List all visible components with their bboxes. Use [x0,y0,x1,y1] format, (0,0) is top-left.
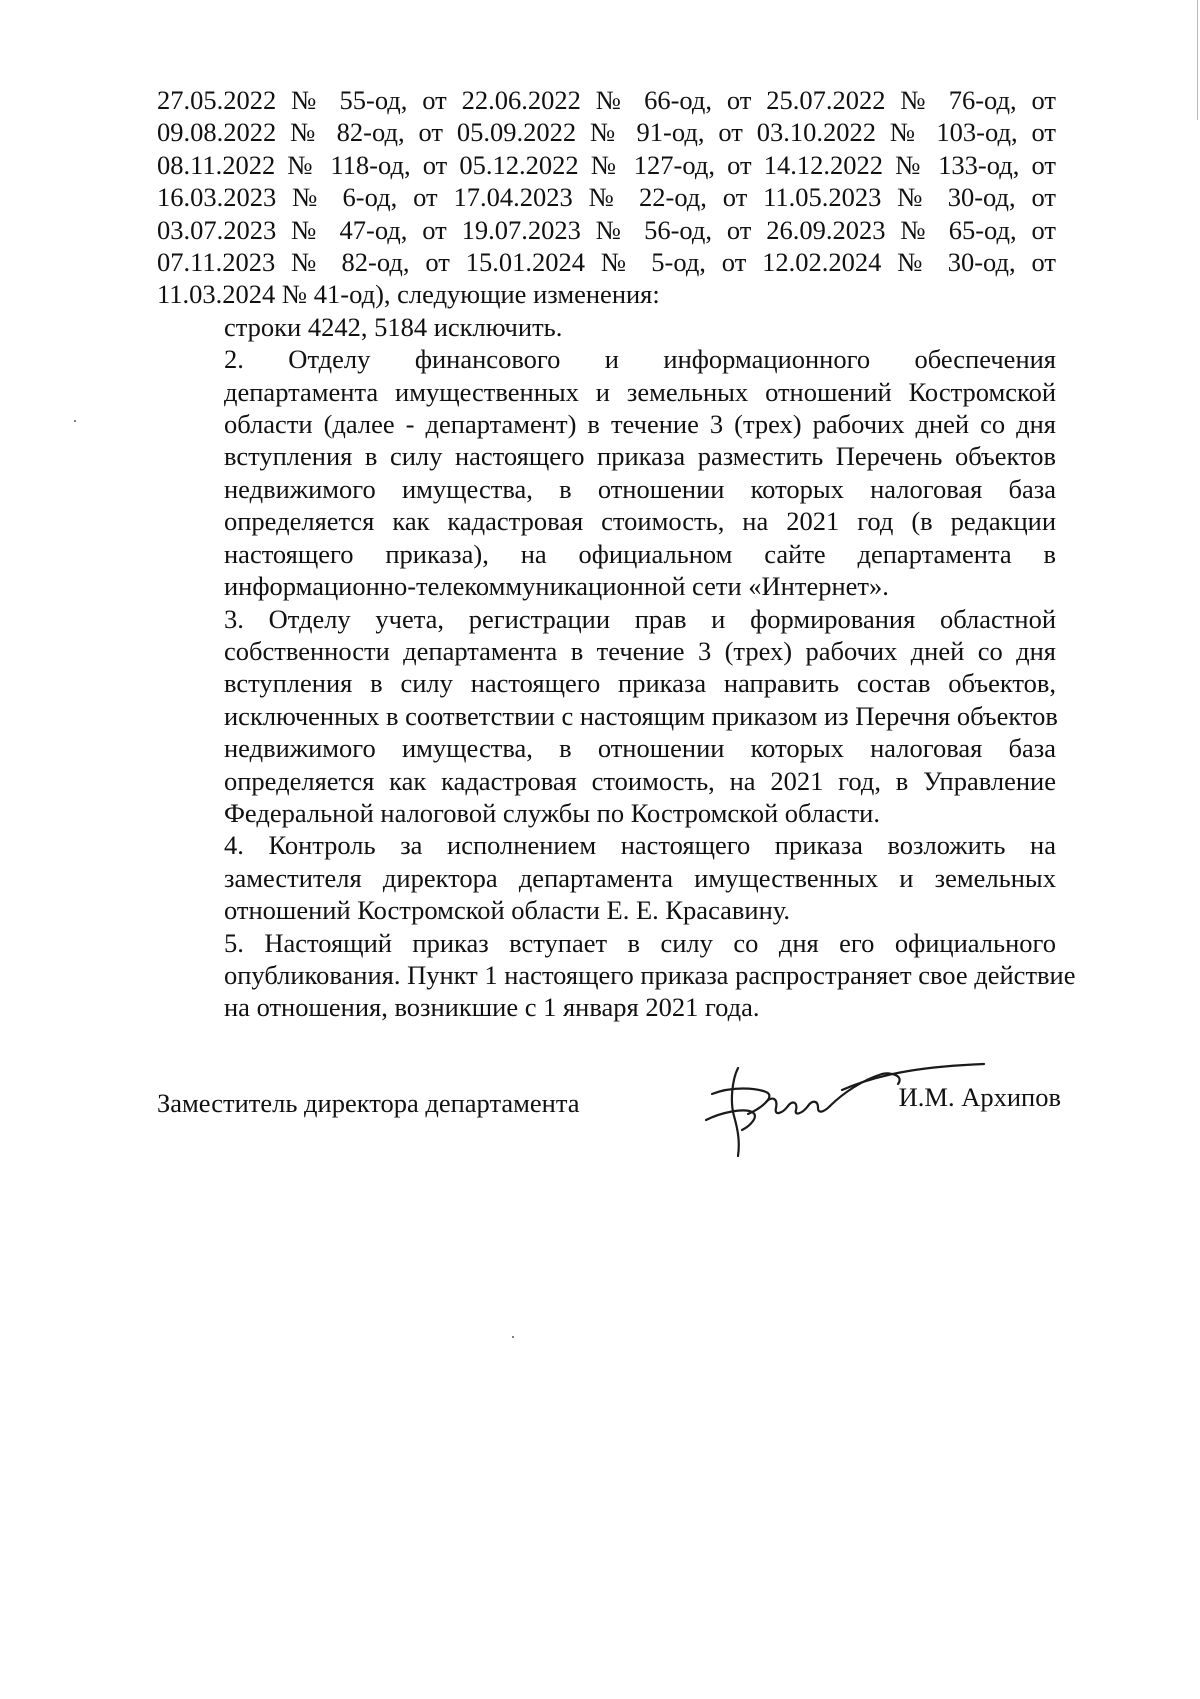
scan-edge-line [1197,0,1198,120]
text-line: вступления в силу настоящего приказа разместить Перечень объектов [224,441,1056,472]
text-line: области (далее - департамент) в течение 3 (трех) рабочих дней со дня [224,409,1056,440]
text-line: вступления в силу настоящего приказа направить состав объектов, [224,668,1056,699]
text-line: недвижимого имущества, в отношении которых налоговая база [224,473,1056,504]
text-line: определяется как кадастровая стоимость, на 2021 год, в Управление [224,765,1056,796]
signatory-position: Заместитель директора департамента [157,1088,580,1118]
text-line: опубликования. Пункт 1 настоящего приказа распространяет свое действие [224,959,1076,990]
text-line: настоящего приказа), на официальном сайте департамента в [224,538,1056,569]
text-line: строки 4242, 5184 исключить. [224,311,563,342]
text-line: 09.08.2022 № 82-од, от 05.09.2022 № 91-од, от 03.10.2022 № 103-од, от [157,117,1056,148]
text-line: 03.07.2023 № 47-од, от 19.07.2023 № 56-од, от 26.09.2023 № 65-од, от [157,214,1056,245]
text-line: 4. Контроль за исполнением настоящего приказа возложить на [224,830,1056,861]
text-line: отношений Костромской области Е. Е. Красавину. [224,895,791,926]
text-line: 5. Настоящий приказ вступает в силу со дня его официального [224,927,1056,958]
paragraph-p2 [157,343,1056,602]
scan-speck [74,420,76,422]
text-line: собственности департамента в течение 3 (трех) рабочих дней со дня [224,635,1056,666]
paragraph-p3 [157,603,1056,830]
text-line: на отношения, возникшие с 1 января 2021 года. [224,992,760,1023]
text-line: исключенных в соответствии с настоящим приказом из Перечня объектов [224,700,1058,731]
text-line: 3. Отделу учета, регистрации прав и формирования областной [224,603,1056,634]
document-body [157,84,1076,1024]
text-line: 27.05.2022 № 55-од, от 22.06.2022 № 66-од, от 25.07.2022 № 76-од, от [157,85,1056,115]
text-line: 07.11.2023 № 82-од, от 15.01.2024 № 5-од, от 12.02.2024 № 30-од, от [157,247,1056,278]
text-line: 11.03.2024 № 41-од), следующие изменения: [157,279,660,310]
text-line: информационно-телекоммуникационной сети «Интернет». [224,571,889,602]
text-line: 16.03.2023 № 6-од, от 17.04.2023 № 22-од, от 11.05.2023 № 30-од, от [157,182,1056,213]
paragraph-p5 [157,927,1076,1024]
paragraph-p4 [157,829,1056,926]
paragraph-p1-item [157,311,1056,343]
text-line: 08.11.2022 № 118-од, от 05.12.2022 № 127-од, от 14.12.2022 № 133-од, от [157,149,1056,180]
text-line: определяется как кадастровая стоимость, на 2021 год (в редакции [224,506,1056,537]
text-line: заместителя директора департамента имущественных и земельных [224,862,1056,893]
text-line: департамента имущественных и земельных отношений Костромской [224,376,1056,407]
signatory-name: И.М. Архипов [898,1082,1061,1112]
signature-block [157,1080,1061,1150]
text-line: Федеральной налоговой службы по Костромской области. [224,797,880,828]
paragraph-p1-continuation [157,84,1056,311]
scan-speck [512,1336,514,1338]
text-line: 2. Отделу финансового и информационного обеспечения [224,344,1056,375]
text-line: недвижимого имущества, в отношении которых налоговая база [224,733,1056,764]
